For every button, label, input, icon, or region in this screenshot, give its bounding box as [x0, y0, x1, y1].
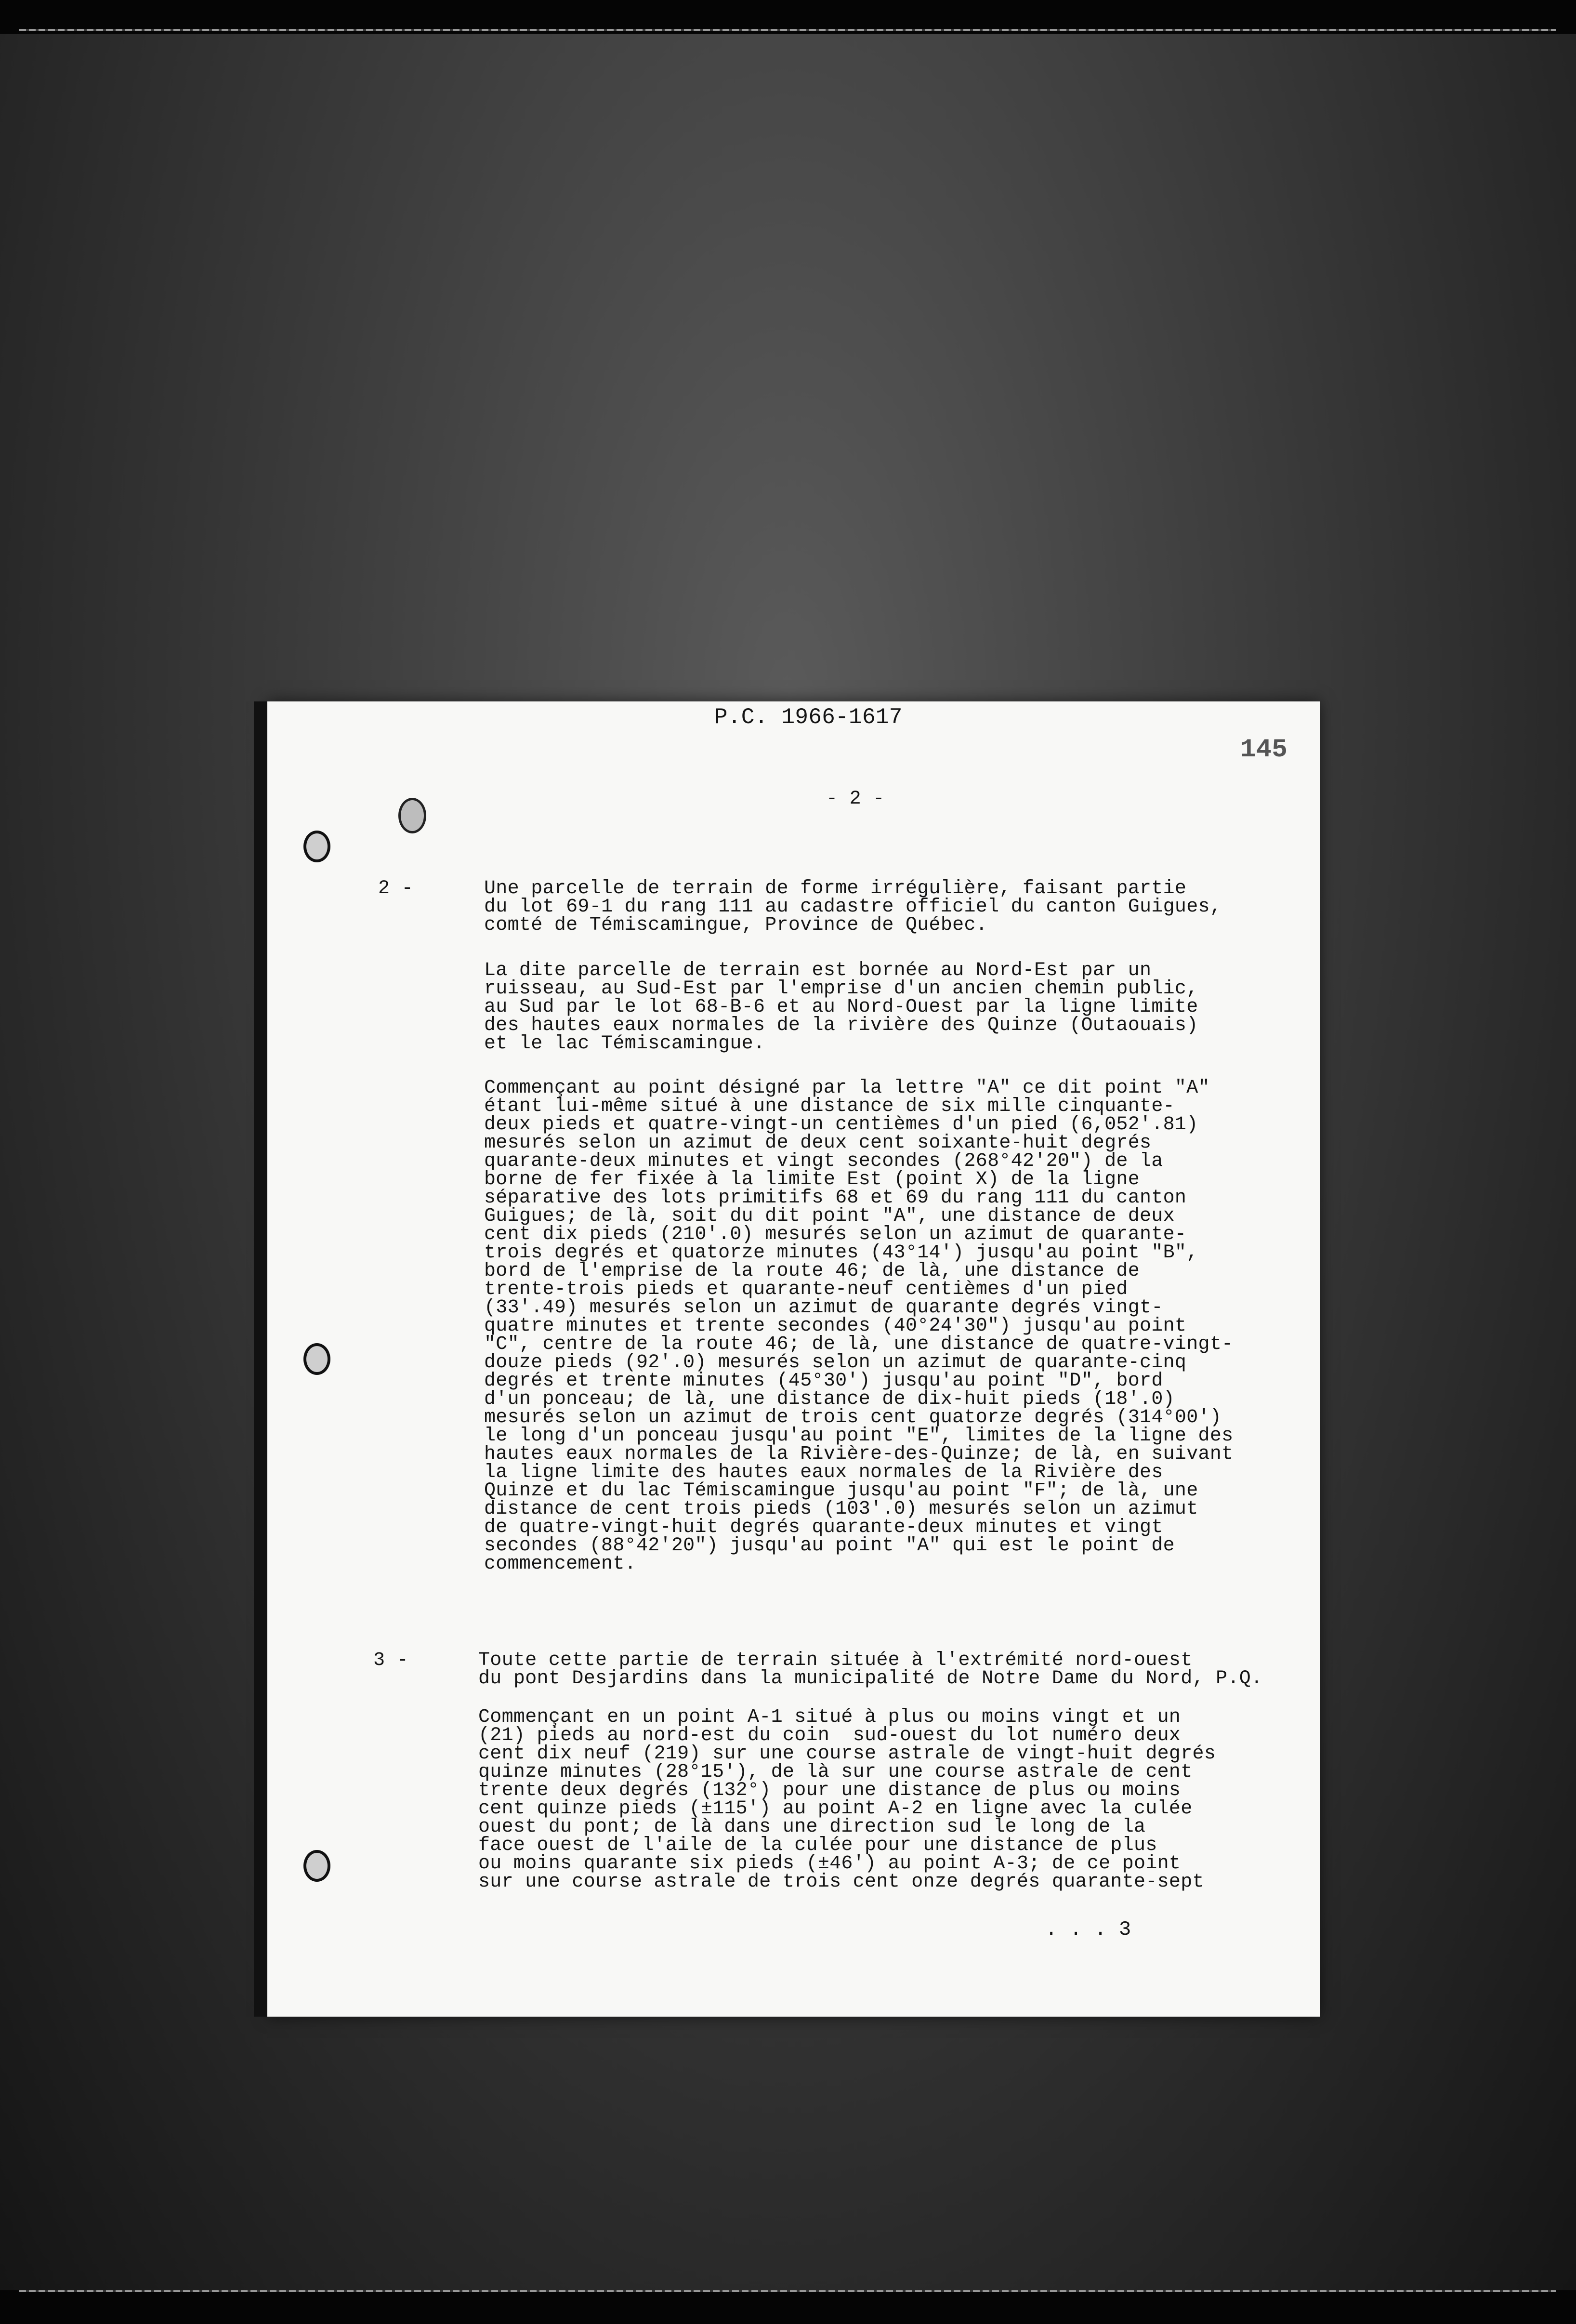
- section-number: 3 -: [373, 1650, 408, 1671]
- section-number: 2 -: [378, 878, 413, 899]
- paragraph-parcel-description: Une parcelle de terrain de forme irrégulière, faisant partie du lot 69-1 du rang 111 au cadastre officiel du canton Guigues, comté de Témiscamingue, Province de Québec.: [484, 878, 1222, 936]
- continuation-marker: . . . 3: [1045, 1918, 1131, 1941]
- film-edge-marks-bottom: [19, 2290, 1556, 2292]
- punch-hole-middle: [303, 1343, 330, 1375]
- punch-hole-bottom: [303, 1850, 330, 1882]
- paragraph-parcel-boundaries: La dite parcelle de terrain est bornée au Nord-Est par un ruisseau, au Sud-Est par l'emprise d'un ancien chemin public, au Sud par le lot 68-B-6 et au Nord-Ouest par la ligne limite des hautes eaux normales de la rivière des Quinze (Outaouais) et le lac Témiscamingue.: [484, 960, 1198, 1055]
- paragraph-bridge-parcel: Toute cette partie de terrain située à l'extrémité nord-ouest du pont Desjardins dans la municipalité de Notre Dame du Nord, P.Q.: [478, 1650, 1263, 1690]
- paragraph-bridge-survey: Commençant en un point A-1 situé à plus ou moins vingt et un (21) pieds au nord-est du coin sud-ouest du lot numéro deux cent dix neuf (219) sur une course astrale de vingt-huit degrés quinze minutes (28°15'), de là sur une course astrale de cent trente deux degrés (132°) pour une distance de plus ou moins cent quinze pieds (±115') au point A-2 en ligne avec la culée ouest du pont; de là dans une direction sud le long de la face ouest de l'aile de la culée pour une distance de plus ou moins quarante six pieds (±46') au point A-3; de ce point sur une course astrale de trois cent onze degrés quarante-sept: [478, 1706, 1216, 1893]
- page-indicator: - 2 -: [826, 788, 885, 810]
- punch-hole-top: [303, 831, 330, 862]
- paper-stain: [398, 798, 426, 833]
- film-border-bottom: [0, 2290, 1576, 2324]
- page-stamp-number: 145: [1240, 735, 1288, 765]
- document-page: [267, 701, 1320, 2017]
- film-edge-marks-top: [19, 29, 1556, 31]
- document-number: P.C. 1966-1617: [714, 705, 903, 730]
- paragraph-survey-description: Commençant au point désigné par la lettre "A" ce dit point "A" étant lui-même situé à une distance de six mille cinquante- deux pieds et quatre-vingt-un centièmes d'un pied (6,052'.81) mesurés selon un azimut de deux cent soixante-huit degrés quarante-deux minutes et vingt secondes (268°42'20") de la borne de fer fixée à la limite Est (point X) de la ligne séparative des lots primitifs 68 et 69 du rang 111 du canton Guigues; de là, soit du dit point "A", une distance de deux cent dix pieds (210'.0) mesurés selon un azimut de quarante- trois degrés et quatorze minutes (43°14') jusqu'au point "B", bord de l'emprise de la route 46; de là, une distance de trente-trois pieds et quarante-neuf centièmes d'un pied (33'.49) mesurés selon un azimut de quarante degrés vingt- quatre minutes et trente secondes (40°24'30") jusqu'au point "C", centre de la route 46; de là, une distance de quatre-vingt- douze pieds (92'.0) mesurés selon un azimut de quarante-cinq degrés et trente minutes (45°30') jusqu'au point "D", bord d'un ponceau; de là, une distance de dix-huit pieds (18'.0) mesurés selon un azimut de trois cent quatorze degrés (314°00') le long d'un ponceau jusqu'au point "E", limites de la ligne des hautes eaux normales de la Rivière-des-Quinze; de là, en suivant la ligne limite des hautes eaux normales de la Rivière des Quinze et du lac Témiscamingue jusqu'au point "F"; de là, une distance de cent trois pieds (103'.0) mesurés selon un azimut de quatre-vingt-huit degrés quarante-deux minutes et vingt secondes (88°42'20") jusqu'au point "A" qui est le point de commencement.: [484, 1077, 1234, 1575]
